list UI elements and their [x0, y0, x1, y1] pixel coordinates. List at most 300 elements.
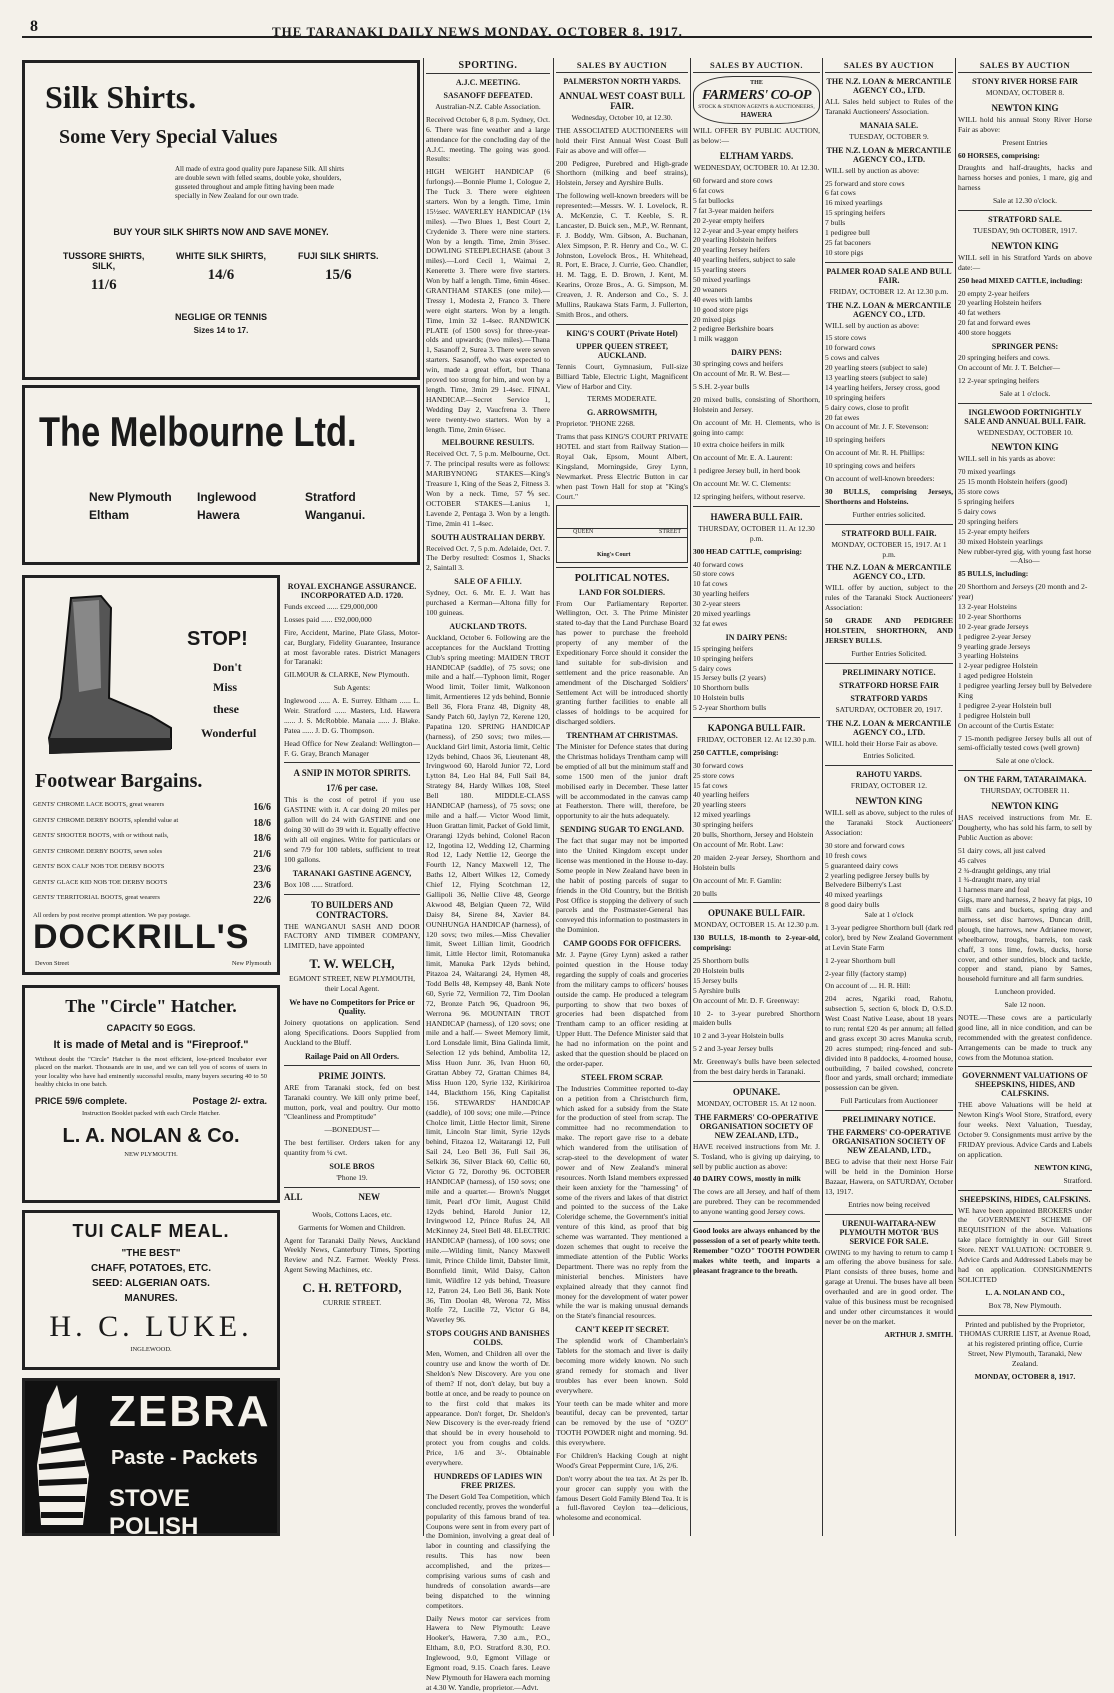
auckland-trots-heading: AUCKLAND TROTS.: [449, 621, 527, 631]
list-item: 5 dairy cows, close to profit: [825, 402, 909, 412]
list-item: 5 fat bullocks: [693, 195, 734, 205]
list-item: 15 yearling steers: [693, 265, 746, 275]
column-rule: [690, 58, 691, 1536]
head-cattle: 300 HEAD CATTLE, comprising:: [693, 546, 803, 556]
list-item: 40 ewes with lambs: [693, 294, 753, 304]
account-line: 12 2-year springing heifers: [958, 375, 1040, 385]
article-text: WILL sell as above, subject to the rules of the Taranaki Stock Auctioneers' Association:: [825, 808, 953, 837]
column-2: [284, 578, 420, 1536]
article-text: Present Entries: [1002, 137, 1048, 147]
section-heading: THE N.Z. LOAN & MERCANTILE AGENCY CO., LTD.: [826, 718, 952, 737]
manaia-list: [825, 179, 953, 258]
signature: L. A. NOLAN AND CO.,: [985, 1287, 1065, 1297]
account-line: 10 extra choice heifers in milk: [693, 440, 785, 450]
list-item: 40 yearling heifers, subject to sale: [693, 255, 796, 265]
list-item: 5 cows and calves: [825, 353, 880, 363]
list-item: 20 yearling steers: [693, 800, 746, 810]
hatcher-booklet: Instruction Booklet packed with each Circle Hatcher.: [81, 1109, 221, 1117]
article-text: WILL sell in his Stratford Yards on above date:—: [958, 252, 1092, 272]
section-heading: STRATFORD SALE.: [988, 215, 1062, 225]
article-text: Further Entries Solicited.: [851, 648, 927, 658]
account-line: 20 bulls: [693, 888, 717, 898]
silk-foot2: Sizes 14 to 17.: [193, 326, 249, 336]
dockrills-name: DOCKRILL'S: [33, 918, 250, 956]
town-hawera: Hawera: [197, 508, 240, 522]
silk-title: Silk Shirts.: [45, 79, 197, 115]
article-text: The splendid work of Chamberlain's Tablets for the stomach and liver is daily becoming more widely known. No such grand remedy for stomach and liver troubles has ever been known. Sold everywhere.: [556, 1336, 688, 1395]
account-line: On account of Mr. J. F. Stevenson:: [825, 422, 929, 432]
dairy2-list: [693, 644, 820, 713]
column-rule: [955, 58, 956, 1536]
list-item: 70 mixed yearlings: [958, 467, 1016, 477]
article-text: The fact that sugar may not be imported into the United Kingdom except under license was mentioned in the House to-day. Some people in New Zealand have been in the habit of posting parcels of sugar to friends in the Old Country, but the British Post Office is stopping the delivery of such parcels and the Postmaster-General has conveyed this information to postmasters in the Dominion.: [556, 836, 688, 935]
list-item: 30 2-year steers: [693, 599, 741, 609]
list-item: 6 fat cows: [825, 188, 856, 198]
account-line: On account of Mr. R. W. Best—: [693, 369, 790, 379]
zebra-line2: STOVE POLISH: [109, 1485, 199, 1540]
account-line: 7 15-month pedigree Jersey bulls all out of semi-officially tested cows (well grown): [958, 733, 1092, 753]
sale-date: MONDAY, OCTOBER 15, 1917. At 1 p.m.: [831, 539, 947, 559]
column-3-sporting: [426, 58, 550, 1692]
col4-heading: SALES BY AUCTION: [556, 58, 688, 73]
article-text: HIGH WEIGHT HANDICAP (6 furlongs).—Bonnie Plume 1, Cologue 2, The Tuck 3. There were eighteen starters. Won by a length. Time, 1min 15½sec. WAVERLEY HANDICAP (1⅛ miles). —Two Blues 1, Best Court 2, Crydenide 3. There were nine starters. Won by a length. Time, 2min 3½sec. DOWLING STEEPLECHASE (about 3 miles).—Lord Cecil 1, Waimai 2, Kenerette 3. There were five starters. Won by half a length. Time, 6min 46sec. GRANTHAM STAKES (one mile).— Tressy 1, Modesta 2, Franco 3. There were eight starters. Won by a length. Time, 1min 32 1-4sec. RANDWICK PLATE (of 1500 sovs) for three-year-olds and upwards; (two miles).—Thana 1, Sasanoff 2, Surea 3. There were seven starters. Sasanoff, who was expected to win, made a great effort, but Thana proved too strong for him, and won by a length. Time, 3min 29 1-4sec. FINAL HANDICAP.—Secret Service 1, Wedding Day 2, Vaucfrena 3. There were twenty-two starters. Won by a length. Time, 2min 6¼sec.: [426, 167, 550, 434]
welch-addr: EGMONT STREET, NEW PLYMOUTH, their Local Agent.: [288, 974, 416, 994]
list-item: 10 store pigs: [825, 247, 864, 257]
list-item: 20 bulls, Shorthorn, Jersey and Holstein: [693, 830, 814, 840]
col7-heading: SALES BY AUCTION: [958, 58, 1092, 73]
account-line: On account of Mr. H. Clements, who is going into camp:: [693, 417, 820, 437]
snip-body: This is the cost of petrol if you use GASTINE with it. A car doing 20 miles per gallon will do 24 with GASTINE and one doing 30 will do 39 with it. Equally effective with all oil engines. Write for particulars or send 7/9 for 100 tablets, sufficient to treat 100 gallons.: [284, 795, 420, 864]
builders-body: THE WANGANUI SASH AND DOOR FACTORY AND TIMBER COMPANY, LIMITED, have appointed: [284, 921, 420, 951]
section-heading: THE N.Z. LOAN & MERCANTILE AGENCY CO., LTD.: [826, 300, 952, 319]
article-text: BEG to advise that their next Horse Fair will be held in the Dominion Horse Bazaar, Hawera, on SATURDAY, October 13, 1917.: [825, 1157, 953, 1196]
list-item: 15 springing heifers: [693, 643, 753, 653]
tui-line3: MANURES.: [124, 1293, 178, 1304]
list-item: 30 store and forward cows: [825, 840, 905, 850]
list-item: 20 Holstein bulls: [693, 965, 745, 975]
section-heading: KAPONGA BULL FAIR.: [707, 723, 806, 734]
list-item: 15 Jersey bulls: [693, 975, 738, 985]
article-text: WILL hold his annual Stony River Horse Fair as above:: [958, 114, 1092, 134]
page-number: 8: [30, 18, 38, 35]
col5-heading: SALES BY AUCTION.: [693, 58, 820, 73]
list-item: 6 fat cows: [693, 185, 724, 195]
snip-heading: A SNIP IN MOTOR SPIRITS.: [293, 768, 411, 779]
pens-list: [958, 353, 1092, 363]
article-text: Men, Women, and Children all over the country use and know the worth of Dr. Sheldon's New Discovery. Are you one of them? If not, don't delay, but buy a bottle at once, and be ready to pounce on to the first cold that makes its appearance. Don't forget, Dr. Sheldon's New Discovery is the ever-ready friend that should be in every household to protect you from coughs and colds. Price, 1/6 and 3/-. Obtainable everywhere.: [426, 1349, 550, 1467]
list-item: 10 2-year grade Jerseys: [958, 621, 1029, 631]
zebra-title: ZEBRA: [109, 1387, 271, 1436]
farm-list: [958, 846, 1092, 895]
list-item: 9 yearling grade Jerseys: [958, 641, 1031, 651]
account-line: On account of Mr. E. A. Laurent:: [693, 453, 793, 463]
list-item: 10 springing heifers: [825, 392, 885, 402]
list-item: 7 fat 3-year maiden heifers: [693, 205, 774, 215]
article-text: Gigs, mare and harness, 2 heavy fat pigs, 10 milk cans and buckets, spring dray and harness, set disc harrows, Duncan drill, plough, tine harrows, new Adrianee mower, wheelbarrow, troughs, barrels, ton cask chaff, 3 tons lime, fowls, ducks, horse cover, and other sundries, block and tackle, copper and stand, piano by Sames, household furniture and all farm sundries.: [958, 895, 1092, 984]
list-item: 5 Ayrshire bulls: [693, 985, 741, 995]
article-text: —Also—: [1010, 556, 1040, 566]
list-item: 20 springing heifers and cows.: [958, 353, 1050, 363]
tui-line2: SEED: ALGERIAN OATS.: [92, 1278, 210, 1289]
article-text: WILL offer by auction, subject to the rules of the Taranaki Stock Auctioneers' Association:: [825, 583, 953, 613]
prime-body2: The best fertiliser. Orders taken for any quantity from ¼ cwt.: [284, 1138, 420, 1158]
gastine-box: Box 108 ...... Stratford.: [284, 879, 354, 889]
silk-item-tussore: TUSSORE SHIRTS, SILK, 11/6: [62, 251, 145, 294]
list-item: 2 ¾-draught geldings, any trial: [958, 865, 1051, 875]
hatcher-body: Without doubt the "Circle" Hatcher is the most efficient, low-priced Incubator ever placed on the market. Thousands are in use, and we can tell you of scores of users in your locality who have had eminently successful results, many buyers securing 40 to 50 healthy chicks in one batch.: [35, 1056, 267, 1089]
account-line: 10 springing heifers: [825, 435, 885, 445]
account-line: 1 3-year pedigree Shorthorn bull (dark red color), bred by New Zealand Government at Levin State Farm: [825, 922, 953, 952]
list-item: 15 store cows: [825, 333, 867, 343]
list-item: 20 yearling steers (subject to sale): [825, 363, 928, 373]
section-heading: IN DAIRY PENS:: [725, 632, 788, 642]
stop-text: STOP!: [187, 628, 248, 650]
section-heading: ANNUAL WEST COAST BULL FAIR.: [559, 91, 685, 111]
section-heading: STONY RIVER HORSE FAIR: [972, 77, 1078, 86]
article-text: WILL sell by auction as above:: [825, 165, 920, 175]
sale-date: MONDAY, OCTOBER 8.: [985, 88, 1065, 97]
dockrill-price-list: [33, 800, 271, 921]
eltham-list: [693, 176, 820, 344]
farmers-coop-logo: THE FARMERS' CO-OP STOCK & STATION AGENTS & AUCTIONEERS, HAWERA: [693, 76, 820, 124]
inglewood-list: [958, 467, 1092, 556]
list-item: 40 forward cows: [693, 559, 744, 569]
section-heading: THE N.Z. LOAN & MERCANTILE AGENCY CO., LTD.: [826, 145, 952, 164]
dockrill-addr-town: New Plymouth: [231, 960, 271, 967]
circle-hatcher-ad: [22, 985, 280, 1203]
dockrill-addr-street: Devon Street: [35, 960, 70, 967]
account-line: 12 springing heifers, without reserve.: [693, 492, 806, 501]
article-text: Entries Solicited.: [863, 751, 915, 761]
article-text: Luncheon provided.: [994, 987, 1056, 997]
silk-body: All made of extra good quality pure Japanese Silk. All shirts are double sewn with felled seams, double yoke, shoulders, gusseted throughout and ample fitting having been made specially in New Zealand for our own trade.: [175, 165, 344, 201]
kaponga-list: [693, 761, 820, 840]
section-heading: ELTHAM YARDS.: [719, 151, 794, 162]
town-eltham: Eltham: [89, 508, 130, 522]
article-text: Sale at 1 o'clock: [864, 910, 914, 920]
section-heading: DAIRY PENS:: [731, 348, 782, 358]
zebra-line1: Paste - Packets: [111, 1447, 258, 1469]
list-item: 13 yearling steers (subject to sale): [825, 373, 928, 383]
dont-text: Don't: [213, 660, 242, 674]
newton-king: NEWTON KING: [991, 240, 1059, 251]
section-heading: RAHOTU YARDS.: [856, 770, 922, 780]
list-item: 5 dairy cows: [693, 663, 732, 673]
list-item: 25 fat baconers: [825, 237, 871, 247]
account-line: On account of Mr. R. H. Phillips:: [825, 448, 925, 458]
bull-list: [958, 582, 1092, 720]
article-text: Sale at 1 o'clock.: [999, 388, 1051, 398]
head-cattle: 50 GRADE AND PEDIGREE HOLSTEIN, SHORTHORN, AND JERSEY BULLS.: [825, 616, 953, 645]
account-line: 20 mixed bulls, consisting of Shorthorn, Holstein and Jersey.: [693, 394, 820, 414]
luke-town: INGLEWOOD.: [130, 1346, 172, 1353]
article-text: Sydney, Oct. 6. Mr. E. J. Watt has purchased a Kerman—Altona filly for 100 guineas.: [426, 588, 550, 617]
hatcher-capacity: CAPACITY 50 EGGS.: [106, 1023, 196, 1033]
list-item: 40 fat wethers: [958, 308, 1001, 318]
sale-date: FRIDAY, OCTOBER 12. At 12.30 p.m.: [696, 735, 817, 745]
list-item: 30 forward cows: [693, 760, 744, 770]
stratford-list: [958, 289, 1092, 338]
insurance-office: Head Office for New Zealand: Wellington—F. G. Gray, Branch Manager: [284, 738, 420, 758]
account-line: 5 2 and 3-year Jersey bulls: [693, 1044, 774, 1054]
list-item: 45 calves: [958, 855, 987, 865]
rahotu-list: [825, 841, 953, 910]
list-item: 10 Shorthorn bulls: [693, 683, 749, 693]
retford-new: NEW: [358, 1191, 380, 1202]
kings-court-heading: KING'S COURT (Private Hotel): [566, 328, 678, 338]
head-cattle: 250 head MIXED CATTLE, including:: [958, 275, 1083, 285]
list-item: 1 harness mare and foal: [958, 885, 1030, 895]
article-text: Mr. J. Payne (Grey Lynn) asked a rather pointed question in the House today regarding the supply of coals and groceries from the military camps to officers' houses outside the camp. He produced a telegram purporting to show that two boxes of groceries had been dispatched from Trentham camp to an officer residing at Upper Hutt. The Defence Minister said that he had no information on the point and asked that the question should be placed on the order-paper.: [556, 950, 688, 1068]
hatcher-price: PRICE 59/6 complete.: [35, 1095, 128, 1106]
price-row: GENTS' CHROME DERBY BOOTS, splendid value at 18/6: [33, 816, 271, 829]
article-text: The Industries Committee reported to-day on a petition from a Christchurch firm, which asked for a subsidy from the State for the production of steel from scrap. The committee had no recommendation to make. The report gave rise to a debate which wandered from the utilisation of scrap-steel to the development of water power and of New Zealand's mineral resources. North Island members expressed their keen anxiety for the "harnessing" of some of the rivers and lakes of that district and pointed to the success of the Lake Coleridge scheme, the Government's initial venture of this kind, as proof that big scheme was warranted. They mentioned a dozen schemes that ought to receive the immediate attention of the Public Works Department. There was no reply from the ministerial benches. Ministers have explained already that they cannot find money for the development of water power while the war is making unusual demands on the State's financial resources.: [556, 1083, 688, 1321]
luke-name: H. C. LUKE.: [49, 1310, 253, 1343]
imprint-date: MONDAY, OCTOBER 8, 1917.: [974, 1371, 1076, 1381]
column-4: [556, 58, 688, 1536]
article-text: Received Oct. 7, 5 p.m. Melbourne, Oct. 7. The principal results were as follows: MARIBYNONG STAKES—King's Treasure 1, King of the Seas 2, Fitness 3. Won by a neck. Time, 57⅘sec. OCTOBER STAKES—Lanius 1, Lavende 2, Pentaga 3. Won by a length. Time, 2min 41 1-4sec.: [426, 449, 550, 528]
list-item: 20 Shorthorn and Jerseys (20 month and 2-year): [958, 582, 1088, 602]
sale-date: SATURDAY, OCTOBER 20, 1917.: [835, 704, 943, 714]
melbourne-name: The Melbourne Ltd.: [39, 408, 357, 455]
section-heading: STRATFORD HORSE FAIR: [839, 680, 939, 690]
article-text: Don't worry about the tea tax. At 2s per lb. your grocer can supply you with the famous Desert Gold Family Blend Tea. It is a full-flavored Ceylon tea—delicious, wholesome and economical.: [556, 1473, 688, 1523]
palmer-list: [825, 333, 953, 422]
newton-king: NEWTON KING: [991, 801, 1059, 812]
list-item: 15 fat cows: [693, 780, 728, 790]
section-heading: GOVERNMENT VALUATIONS OF SHEEPSKINS, HIDES, AND CALFSKINS.: [962, 1071, 1088, 1099]
railage: Railage Paid on All Orders.: [305, 1051, 399, 1061]
section-heading: THE FARMERS' CO-OPERATIVE ORGANISATION SOCIETY OF NEW ZEALAND, LTD.,: [827, 1128, 951, 1156]
section-heading: TRENTHAM AT CHRISTMAS.: [566, 731, 678, 741]
price-row: GENTS' TERRITORIAL BOOTS, great wearers 22/6: [33, 894, 271, 906]
article-text: Draughts and half-draughts, hacks and harness horses and ponies, 1 mare, gig and harness: [958, 163, 1092, 193]
sale-date: TUESDAY, 9th OCTOBER, 1917.: [972, 226, 1078, 236]
insurance-list: Inglewood ...... A. E. Surrey. Eltham ...... L. Weir. Stratford ...... Masters, Ltd. Hawera ...... J. S. McRobbie. Manaia ...... J. Blake. Patea ...... J. D. G. Thompson.: [284, 696, 420, 735]
article-text: OWING to my having to return to camp I am offering the above business for sale. Plant consists of three buses, home and garage at Urenui. The buses have all been overhauled and are in good order. The value of this business must be recognised and under other circumstances it would never be on the market.: [825, 1247, 953, 1326]
list-item: 15 springing heifers: [825, 208, 885, 218]
prime-heading: PRIME JOINTS.: [318, 1070, 386, 1081]
sale-date: MONDAY, OCTOBER 15. At 12.30 p.m.: [694, 920, 819, 930]
column-6: [825, 58, 953, 1536]
article-text: HAVE received instructions from Mr. J. S. Tosland, who is giving up dairying, to sell by public auction as above:: [693, 1141, 820, 1171]
sale-date: FRIDAY, OCTOBER 12.: [850, 781, 928, 791]
sale-date: THURSDAY, OCTOBER 11. At 12.30 p.m.: [698, 523, 815, 543]
list-item: 10 2-year Shorthorns: [958, 611, 1022, 621]
article-text: HAS received instructions from Mr. E. Dougherty, who has sold his farm, to sell by Public Auction as above:: [958, 813, 1092, 842]
sole-bros: SOLE BROS: [329, 1161, 375, 1171]
list-item: 1 pedigree bull: [825, 228, 870, 238]
list-item: 25 15 month Holstein heifers (good): [958, 477, 1068, 487]
list-item: 2 pedigree Berkshire boars: [693, 324, 774, 334]
retford-agent: Agent for Taranaki Daily News, Auckland Weekly News, Canterbury Times, Sporting Review and N.Z. Farmer. Weekly Press. Agent Sewing Machines, etc.: [284, 1235, 420, 1275]
signature: ARTHUR J. SMITH.: [884, 1329, 953, 1339]
article-text: WILL sell by auction as above:: [825, 320, 920, 330]
article-text: For Children's Hacking Cough at night Wood's Great Peppermint Cure, 1/6, 2/6.: [556, 1450, 688, 1470]
builders-body2: Joinery quotations on application. Send along Specifications. Doors Supplied from Auckland to the Bluff.: [284, 1018, 420, 1047]
town-wanganui: Wanganui.: [305, 508, 366, 522]
section-heading: LAND FOR SOLDIERS.: [578, 587, 665, 597]
section-heading: PALMER ROAD SALE AND BULL FAIR.: [826, 266, 952, 285]
article-text: Auckland, October 6. Following are the acceptances for the Auckland Trotting Club's spring meeting: MAIDEN TROT HANDICAP (saddle), of 75 sovs; one mile and a half.—Typhoon limit, Roger Wood limit, Toiler limit, Walkonoon limit, Armentieres 12 yds behind, Bonnie Bell 36, Flora Franz 48, Dignity 48, Sandy Patch 60, Jaylyn 72, Kerene 120, Papatina 120. SPRING HANDICAP (harness), of 250 sovs; two miles.—Auckland Girl limit, Astoria limit, Celtic 12yds behind, Chaos 36, Lieutenant 48, Irvingwood 60, Harold Junior 72, Lord Lytton 84, Leo Hal 84, Full Sail 84, Strategy 84, Hardy Wilkes 108, Steel Bell 180. MIDDLE-CLASS HANDICAP (harness), of 75 sovs; one mile and a half.— Victor Wood limit, Huon Grattan limit, Packet of Gold limit, Orarangi 12yds behind, Colonel Racon 12, Ingotina 12, Wedding 12, Charming Rod 12, Lady Nettlie 12, George the Fourth 12, Nancy Maxwell 12, The Baths 12, Albert Wilkes 12, Comedy Chief 12, Flying Scotchman 12, Gallipoli 36, Nellie Clive 48, George Akwood 48, Belgian Queen 72, Wild Daisy 84, Sirene 84, Xavier 84. OUNHUNGA HANDICAP (harness), of 120 sovs; two miles.—Miss Chevalier limit, Sweet Lillian limit, Goodrich limit, Little Hector limit, Rotomanuka limit, Manuka Park 12yds behind, Pitazoa 24, Waitarangi 24, Hymen 48, Todd Bells 48, Kempsey 48, Bank Note 60, Syrie 72, Vermilion 72, Tim Doolan 72, Bronze Patch 96, Quadroon 96, Werrona 96. MOUNTAIN TROT HANDICAP (harness), of 120 sovs; one mile and a half.— Sweet Memory limit, Lord Lonsdale limit, Bina Galinda limit, Selection 12 yds behind, Ambolita 12, Miss Huon Junr. 36, Ivan Huon 60, Grattan Abbey 72, Grattan Chimes 84, Miss Huon 120, Syrie 132, Kirikiriroa 144, Blackthorn 156, King Capitalist 156. STEWARDS' HANDICAP (saddle), of 100 sovs; one mile.—Prince Cholce limit, Little Hector limit, Sirene limit, Lincoln Star limit, Syrie 12yds behind, Fitazoa 12, Waitarangi 12, Full Sail 24, Leo Bell 36, Full Sail 36, Selkirk 36, Silver Black 60, Cellic 60, Victor G 72, Dorothy 96. OCTOBER HANDICAP (harness), of 150 sovs; one mile and a quarter.— Brown's Nugget limit, Pearl d'Or limit, August Child 12yds behind, Harold Junior 12, Irvingwood 12, Prince Rufus 24, All McKinney 24, Steel Bell 48. ELECTRIC HANDICAP (harness), of 100 sovs; one mile.—Wilding limit, Nancy Maxwell limit, Prince Childe limit, Dabster limit, Bonnfield limit, Wild Daisy, Calton limit, Wildfire 12 yds behind, Treasure 12, Patron 24, Leo Bell 36, Bank Note 36, Tim Doolan 48, Werona 72, Miss Rolfe 72, Lucille 72, Victor G 84, Waverley 96.: [426, 632, 550, 1325]
list-item: 1 ¾-draught mare, any trial: [958, 875, 1041, 885]
list-item: 25 Shorthorn bulls: [693, 956, 749, 966]
list-item: 1 pedigree yearling Jersey bull by Belvedere King: [958, 681, 1092, 700]
section-heading: THE N.Z. LOAN & MERCANTILE AGENCY CO., LTD.: [826, 77, 952, 95]
section-heading: THE N.Z. LOAN & MERCANTILE AGENCY CO., LTD.: [826, 563, 952, 582]
bonedust: —BONEDUST—: [324, 1125, 380, 1135]
list-item: 20 yearling Holstein heifers: [958, 298, 1042, 308]
list-item: 51 dairy cows, all just calved: [958, 845, 1046, 855]
retford-name: C. H. RETFORD,: [302, 1280, 402, 1296]
town-stratford: Stratford: [305, 490, 356, 504]
nolan-town: NEW PLYMOUTH.: [124, 1150, 178, 1158]
signature: Stratford.: [1063, 1175, 1092, 1185]
list-item: 14 yearling heifers, Jersey cross, good: [825, 382, 940, 392]
silk-call: BUY YOUR SILK SHIRTS NOW AND SAVE MONEY.: [113, 227, 329, 238]
newton-king: NEWTON KING: [855, 796, 923, 807]
account-line: On account of Mr. D. F. Greenway:: [693, 995, 800, 1005]
list-item: 5 2-year Shorthorn bulls: [693, 703, 767, 713]
list-item: 50 store cows: [693, 569, 735, 579]
article-text: Sale at 12.30 o'clock.: [992, 196, 1058, 206]
wonderful-text: Wonderful: [201, 726, 257, 740]
list-item: 13 2-year Holsteins: [958, 601, 1017, 611]
head-cattle: 85 BULLS, including:: [958, 569, 1029, 579]
retford-wools: Wools, Cottons Laces, etc.: [312, 1209, 392, 1219]
list-item: 1 2-year pedigree Holstein: [958, 661, 1038, 671]
price-row: GENTS' SHOOTER BOOTS, with or without nails, 18/6: [33, 832, 271, 844]
list-item: 25 forward and store cows: [825, 178, 905, 188]
list-item: 20 yearling Holstein heifers: [693, 235, 777, 245]
section-heading: SHEEPSKINS, HIDES, CALFSKINS.: [959, 1194, 1091, 1204]
snip-price: 17/6 per case.: [326, 783, 378, 794]
list-item: 30 springing cows and heifers: [693, 359, 783, 369]
article-text: Sale at one o'clock.: [996, 756, 1054, 766]
arrowsmith: G. ARROWSMITH,: [586, 408, 657, 418]
list-item: 20 fat and forward ewes: [958, 318, 1031, 328]
article-text: Trams that pass KING'S COURT PRIVATE HOTEL and start from Railway Station—Royal Oak, Epsom, Mount Albert, Kingsland, Morningside, Grey Lynn, Newmarket. Press Electric Button in car when past Town Hall for stop at "King's Court.": [556, 432, 688, 501]
section-heading: ON THE FARM, TATARAIMAKA.: [963, 775, 1087, 785]
article-text: Good looks are always enhanced by the possession of a set of pearly white teeth. Remember "OZO" TOOTH POWDER makes white teeth, and imparts a pleasant fragrance to the breath.: [693, 1225, 820, 1275]
hatcher-metal: It is made of Metal and is "Fireproof.": [53, 1039, 249, 1051]
page-title: THE TARANAKI DAILY NEWS MONDAY, OCTOBER 8, 1917.: [272, 24, 683, 39]
zebra-head-icon: [27, 1385, 107, 1535]
column-7: [958, 58, 1092, 1536]
article-text: The cows are all Jersey, and half of them are purebred. They can be recommended to anyone wanting good Jersey cows.: [693, 1187, 820, 1217]
article-text: Mr. Greenway's bulls have been selected from the best dairy herds in Taranaki.: [693, 1057, 820, 1076]
hatcher-title: The "Circle" Hatcher.: [65, 996, 237, 1016]
list-item: 400 store hoggets: [958, 328, 1011, 338]
article-text: ALL Sales held subject to Rules of the Taranaki Auctioneers' Association.: [825, 97, 953, 116]
sole-phone: 'Phone 19.: [336, 1172, 368, 1182]
article-text: Sale 12 noon.: [1004, 1000, 1046, 1010]
column-rule: [822, 58, 823, 1536]
dairy-list: [693, 359, 820, 369]
list-item: 60 forward and store cows: [693, 176, 773, 186]
list-item: 1 pedigree Holstein bull: [958, 710, 1031, 720]
retford-street: CURRIE STREET.: [322, 1298, 382, 1308]
list-item: 1 pedigree 2-year Holstein bull: [958, 700, 1052, 710]
article-text: Further entries solicited.: [852, 509, 926, 519]
zebra-ad: [22, 1378, 280, 1540]
article-text: 204 acres, Ngariki road, Rahotu, subsection 5, section 6, block D, O.S.D. West Coast Native Lease, about 18 years to run; rental £20 4s per annum; all felled and grass except 30 acres Manuka scrub, 20 acres stumped; ring-fenced and sub-divided into 8 paddocks, 4-roomed house, outbuilding, 7 bailed cowshed, concrete floor and yards, small orchard; immediate possession can be given.: [825, 994, 953, 1093]
section-heading: THE FARMERS' CO-OPERATIVE ORGANISATION SOCIETY OF NEW ZEALAND, LTD.,: [694, 1112, 819, 1140]
account-line: 20 maiden 2-year Jersey, Shorthorn and Holstein bulls: [693, 852, 820, 872]
list-item: 40 yearling heifers: [693, 790, 750, 800]
map-label: STREET: [659, 528, 681, 535]
article-text: WILL OFFER BY PUBLIC AUCTION, as below:—: [693, 126, 820, 146]
list-item: 10 Holstein bulls: [693, 693, 745, 703]
newton-king: NEWTON KING: [991, 102, 1059, 113]
insurance-body: Fire, Accident, Marine, Plate Glass, Motor-car, Burglary, Fidelity Guarantee, Insurance at most favorable rates. District Managers for Taranaki:: [284, 627, 420, 667]
article-text: WILL sell in his yards as above:: [958, 454, 1056, 464]
section-heading: SPRINGER PENS:: [991, 342, 1059, 352]
section-heading: PRELIMINARY NOTICE.: [842, 1115, 936, 1125]
list-item: 20 weaners: [693, 284, 727, 294]
article-text: The Desert Gold Tea Competition, which concluded recently, proves the wonderful popularity of this famous brand of tea. Coupons were sent in from every part of the Dominion, involving a great deal of labor in counting and classifying the results. This has now been accomplished, and the prizes—comprising various sums of cash and hundreds of consolation awards—are being dispatched to the winning competitors.: [426, 1491, 550, 1610]
account-line: 1 pedigree Jersey bull, in herd book: [693, 466, 801, 476]
section-heading: PRELIMINARY NOTICE.: [842, 667, 936, 677]
insurance-heading: ROYAL EXCHANGE ASSURANCE. INCORPORATED A.D. 1720.: [287, 582, 417, 600]
sale-date: THURSDAY, OCTOBER 11.: [980, 786, 1070, 796]
town-inglewood: Inglewood: [197, 490, 257, 504]
list-item: 15 Jersey bulls (2 years): [693, 673, 766, 683]
section-heading: STRATFORD YARDS: [850, 693, 928, 703]
list-item: 2 yearling pedigree Jersey bulls by Belvedere Bilberry's Last: [825, 870, 930, 890]
head-cattle: 250 CATTLE, comprising:: [693, 747, 779, 757]
article-text: The following well-known breeders will be represented:—Messrs. W. I. Lovelock, R. A. McKenzie, C. T. Keeble, S. R. Lancaster, D. Buick sen., M.P., W. Rennant, F. J. Boddy, Wm. Gibson, A. Buchanan, Alex Simpson, P. R. Henry and Co., W. C. Johnston, Lovelock Bros., H. Whitehead, R. Port, E. Brace, J. Currie, Geo. Chandler, H. M. Tagg, E. D. Brown, J. Kent, M. Kearins, Oroze Bros., A. G. Simpson, M. Creaven, J. R. Anderson and Co., S. J. Mullins, Raukawa Stats Farm, J. Fullerton, Smith Bros., and others.: [556, 191, 688, 319]
list-item: 20 empty 2-year heifers: [958, 288, 1030, 298]
gastine-agency: TARANAKI GASTINE AGENCY,: [292, 868, 412, 878]
account-line: 10 springing cows and heifers: [825, 461, 915, 471]
list-item: New rubber-tyred gig, with young fast horse: [958, 546, 1092, 556]
silk-item-fuji: FUJI SILK SHIRTS. 15/6: [298, 251, 379, 284]
retford-all: ALL: [284, 1191, 303, 1202]
head-cattle: 130 BULLS, 18-month to 2-year-old, comprising:: [693, 933, 820, 953]
map-label: QUEEN: [573, 528, 594, 535]
price-row: GENTS' CHROME DERBY BOOTS, sewn soles 21/6: [33, 847, 271, 860]
insurance-sub: Sub Agents:: [333, 683, 371, 693]
list-item: 30 mixed Holstein yearlings: [958, 536, 1043, 546]
list-item: 1 milk waggon: [693, 334, 738, 344]
nolan-name: L. A. NOLAN & Co.: [62, 1124, 240, 1147]
article-text: NOTE.—These cows are a particularly good line, all in nice condition, and can be recommended with the greatest confidence. Arrangements can be made to truck any cows from the Motunoa station.: [958, 1013, 1092, 1062]
coughs-heading: STOPS COUGHS AND BANISHES COLDS.: [426, 1329, 550, 1348]
price-row: GENTS' CHROME LACE BOOTS, great wearers 16/6: [33, 801, 271, 813]
section-heading: UPPER QUEEN STREET, AUCKLAND.: [575, 341, 669, 360]
sale-date: WEDNESDAY, OCTOBER 10.: [977, 427, 1073, 437]
list-item: 10 forward cows: [825, 343, 876, 353]
article-text: Entries now being received: [848, 1199, 930, 1209]
tui-title: TUI CALF MEAL.: [72, 1221, 230, 1241]
sasanoff-heading: SASANOFF DEFEATED.: [443, 91, 533, 100]
prizes-heading: HUNDREDS OF LADIES WIN FREE PRIZES.: [433, 1471, 543, 1490]
article-text: Full Particulars from Auctioneer: [840, 1096, 938, 1106]
sale-date: WEDNESDAY, OCTOBER 10. At 12.30.: [693, 163, 820, 173]
footwear-bargains: Footwear Bargains.: [35, 770, 203, 792]
kings-court-map: [556, 505, 688, 563]
list-item: 12 mixed yearlings: [693, 810, 751, 820]
list-item: 12 2-year and 3-year empty heifers: [693, 225, 799, 235]
account-line: 1 2-year Shorthorn bull: [825, 955, 896, 965]
section-heading: MANAIA SALE.: [859, 120, 919, 130]
hawera-list: [693, 560, 820, 629]
signature: Box 78, New Plymouth.: [988, 1300, 1062, 1310]
retford-garments: Garments for Women and Children.: [298, 1222, 406, 1232]
list-item: 10 fat cows: [693, 579, 728, 589]
article-text: WE have been appointed BROKERS under the GOVERNMENT SCHEME OF REQUISITION of the above. Valuations take place fortnightly in our Gill Street Store. NEXT VALUATION: OCTOBER 9. Advice Cards and Addressed Labels may be had on application. CONSIGNMENTS SOLICITED: [958, 1205, 1092, 1284]
